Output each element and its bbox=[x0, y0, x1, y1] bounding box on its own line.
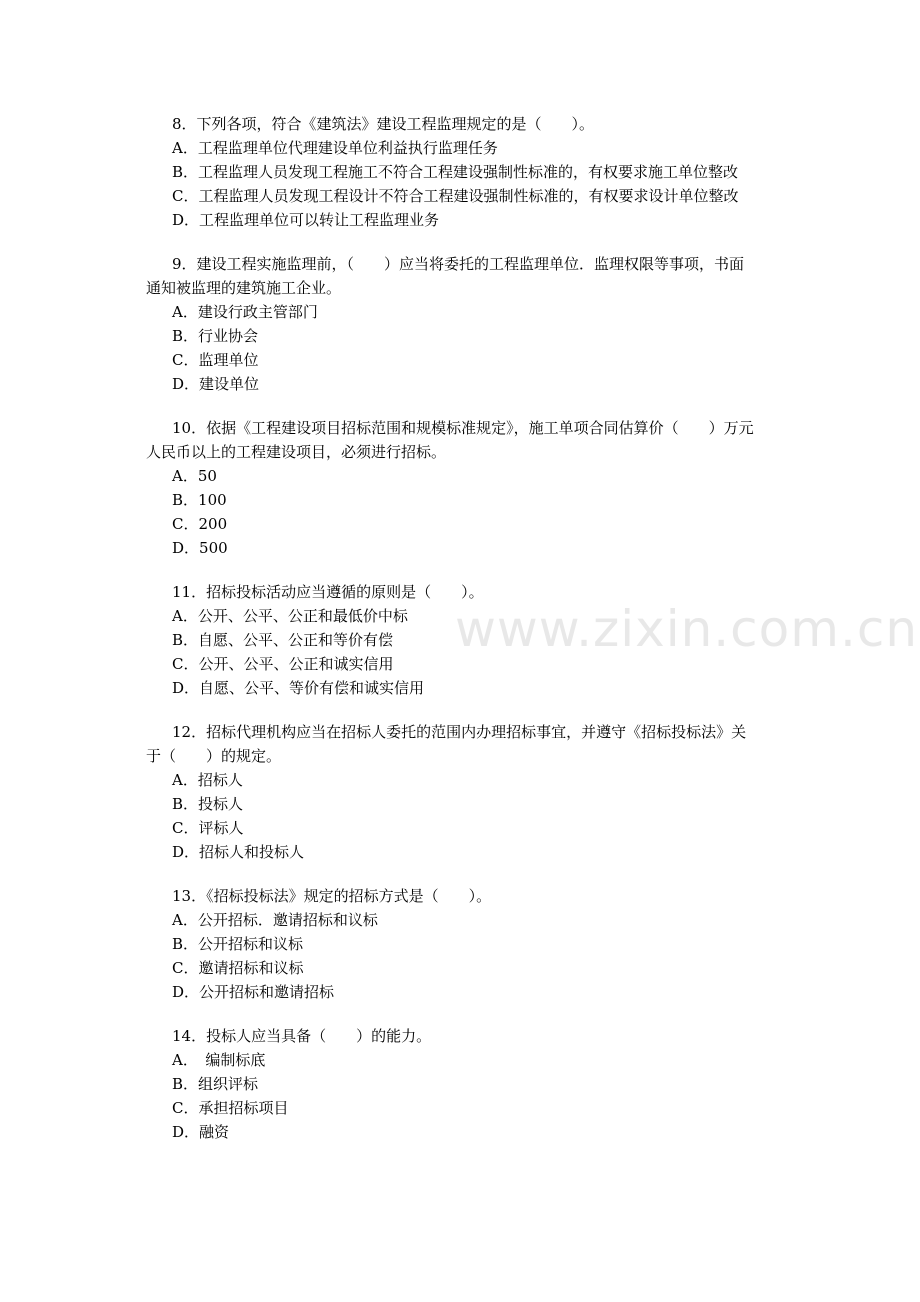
question-11 bbox=[172, 580, 784, 700]
option-b: B．工程监理人员发现工程施工不符合工程建设强制性标准的，有权要求施工单位整改 bbox=[172, 163, 739, 181]
option-b: B．投标人 bbox=[172, 795, 244, 813]
option-c: C．工程监理人员发现工程设计不符合工程建设强制性标准的，有权要求设计单位整改 bbox=[172, 187, 739, 205]
question-12 bbox=[146, 720, 784, 864]
option-b: B．组织评标 bbox=[172, 1075, 259, 1093]
option-a: A． 编制标底 bbox=[172, 1051, 266, 1069]
question-14 bbox=[172, 1024, 784, 1144]
option-c: C．监理单位 bbox=[172, 351, 259, 369]
option-a: A．建设行政主管部门 bbox=[172, 303, 318, 321]
option-d: D．公开招标和邀请招标 bbox=[172, 983, 335, 1001]
option-d: D．自愿、公平、等价有偿和诚实信用 bbox=[172, 679, 425, 697]
option-c: C．公开、公平、公正和诚实信用 bbox=[172, 655, 394, 673]
option-d: D．建设单位 bbox=[172, 375, 260, 393]
option-c: C．200 bbox=[172, 515, 228, 533]
question-stem: 8．下列各项，符合《建筑法》建设工程监理规定的是（ ）。 bbox=[172, 115, 595, 133]
option-a: A．公开、公平、公正和最低价中标 bbox=[172, 607, 408, 625]
question-stem: 14．投标人应当具备（ ）的能力。 bbox=[172, 1027, 432, 1045]
question-9 bbox=[146, 252, 784, 396]
option-b: B．100 bbox=[172, 491, 227, 509]
question-8 bbox=[172, 112, 784, 232]
option-b: B．行业协会 bbox=[172, 327, 259, 345]
question-stem: 13．《招标投标法》规定的招标方式是（ ）。 bbox=[172, 887, 492, 905]
option-b: B．公开招标和议标 bbox=[172, 935, 304, 953]
option-c: C．评标人 bbox=[172, 819, 244, 837]
option-a: A．工程监理单位代理建设单位利益执行监理任务 bbox=[172, 139, 498, 157]
watermark: www.zixin.com.cn bbox=[455, 600, 919, 658]
option-b: B．自愿、公平、公正和等价有偿 bbox=[172, 631, 394, 649]
option-d: D．融资 bbox=[172, 1123, 230, 1141]
question-stem: 9．建设工程实施监理前，（ ）应当将委托的工程监理单位．监理权限等事项，书面通知被监理的建筑施工企业。 bbox=[146, 255, 745, 297]
option-d: D．工程监理单位可以转让工程监理业务 bbox=[172, 211, 440, 229]
question-10 bbox=[146, 416, 784, 560]
option-a: A．公开招标．邀请招标和议标 bbox=[172, 911, 378, 929]
question-stem: 11．招标投标活动应当遵循的原则是（ ）。 bbox=[172, 583, 484, 601]
question-stem: 12．招标代理机构应当在招标人委托的范围内办理招标事宜，并遵守《招标投标法》关于（ ）的规定。 bbox=[146, 723, 747, 765]
option-c: C．承担招标项目 bbox=[172, 1099, 289, 1117]
option-a: A．50 bbox=[172, 467, 217, 485]
option-c: C．邀请招标和议标 bbox=[172, 959, 304, 977]
question-list bbox=[146, 112, 784, 1164]
question-13 bbox=[172, 884, 784, 1004]
option-d: D．500 bbox=[172, 539, 228, 557]
option-d: D．招标人和投标人 bbox=[172, 843, 305, 861]
question-stem: 10．依据《工程建设项目招标范围和规模标准规定》，施工单项合同估算价（ ）万元人民币以上的工程建设项目，必须进行招标。 bbox=[146, 419, 754, 461]
option-a: A．招标人 bbox=[172, 771, 243, 789]
